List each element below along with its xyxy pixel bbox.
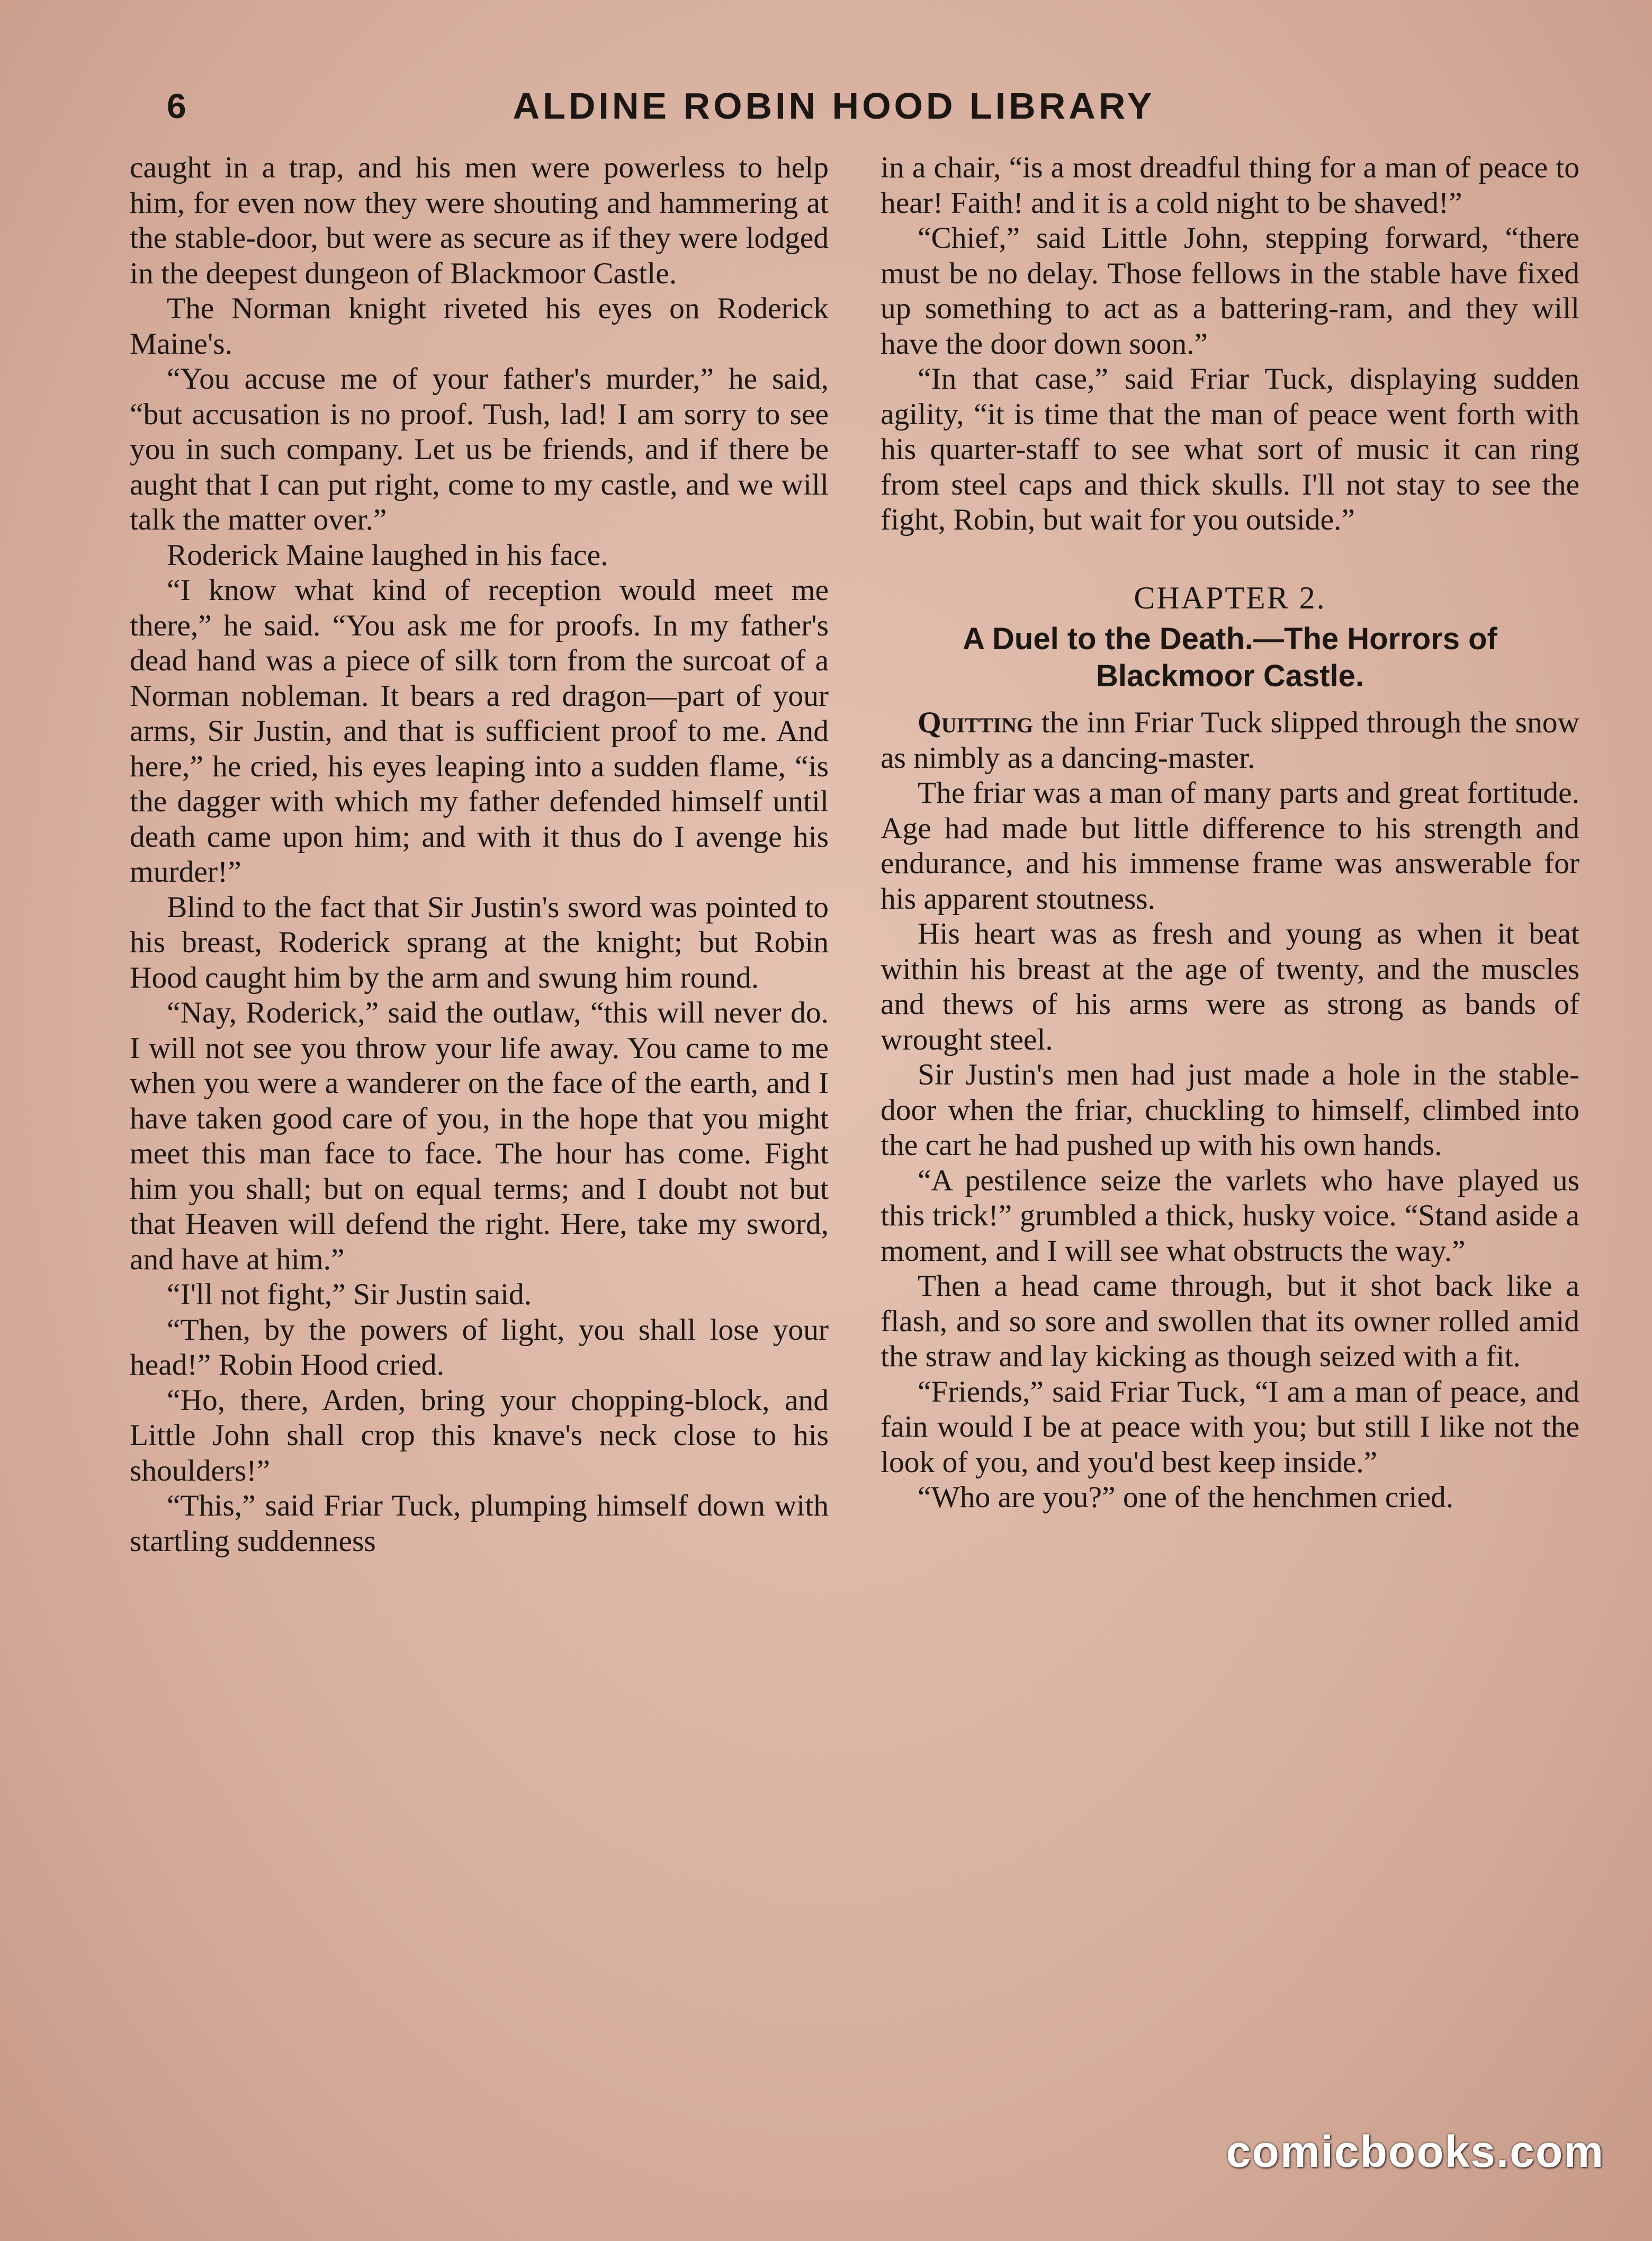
paragraph: “In that case,” said Friar Tuck, displaying sudden agility, “it is time that the man of peace went forth with his quarter-staff to see what sort of music it can ring from steel caps and thick skulls. I'll not stay to see the fight, Robin, but wait for you outside.” <box>881 362 1579 536</box>
paragraph: “Friends,” said Friar Tuck, “I am a man of peace, and fain would I be at peace with you; but still I like not the look of you, and you'd best keep inside.” <box>881 1375 1579 1479</box>
paragraph: “You accuse me of your father's murder,” he said, “but accusation is no proof. Tush, lad! I am sorry to see you in such company. Let us be friends, and if there be aught that I can put right, come to my castle, and we will talk the matter over.” <box>130 362 829 536</box>
left-column <box>130 150 829 1559</box>
paragraph: The Norman knight riveted his eyes on Roderick Maine's. <box>130 292 829 361</box>
paragraph: “Who are you?” one of the henchmen cried. <box>918 1481 1454 1514</box>
paragraph: caught in a trap, and his men were powerless to help him, for even now they were shouting and hammering at the stable-door, but were as secure as if they were lodged in the deepest dungeon of Blackmoor Castle. <box>130 151 829 290</box>
running-header <box>132 79 1536 138</box>
paragraph: Then a head came through, but it shot back like a flash, and so sore and swollen that its owner rolled amid the straw and lay kicking as though seized with a fit. <box>881 1269 1579 1373</box>
paragraph: Roderick Maine laughed in his face. <box>167 538 608 572</box>
watermark: comicbooks.com <box>1226 2127 1604 2176</box>
paragraph: “Nay, Roderick,” said the outlaw, “this will never do. I will not see you throw your life away. You came to me when you were a wanderer on the face of the earth, and I have taken good care of you, in the hope that you might meet this man face to face. The hour has come. Fight him you shall; but on equal terms; and I doubt not but that Heaven will defend the right. Here, take my sword, and have at him.” <box>130 996 829 1276</box>
chapter-number: CHAPTER 2. <box>1134 580 1326 615</box>
page-number: 6 <box>167 86 186 126</box>
right-column <box>881 150 1579 1516</box>
paragraph: “I know what kind of reception would meet me there,” he said. “You ask me for proofs. In my father's dead hand was a piece of silk torn from the surcoat of a Norman nobleman. It bears a red dragon—part of your arms, Sir Justin, and that is sufficient proof to me. And here,” he cried, his eyes leaping into a sudden flame, “is the dagger with which my father defended himself until death came upon him; and with it thus do I avenge his murder!” <box>130 573 829 889</box>
opening-text: the inn Friar Tuck slipped through the snow as nimbly as a dancing-master. <box>881 706 1579 775</box>
paragraph: “Chief,” said Little John, stepping forward, “there must be no delay. Those fellows in the stable have fixed up something to act as a battering-ram, and they will have the door down soon.” <box>881 221 1579 361</box>
chapter-title: A Duel to the Death.—The Horrors of Blackmoor Castle. <box>963 622 1497 693</box>
paragraph: “This,” said Friar Tuck, plumping himself down with startling suddenness <box>130 1489 829 1558</box>
paragraph: Blind to the fact that Sir Justin's sword was pointed to his breast, Roderick sprang at the knight; but Robin Hood caught him by the arm and swung him round. <box>130 890 829 994</box>
paragraph: The friar was a man of many parts and great fortitude. Age had made but little difference to his strength and endurance, and his immense frame was answerable for his apparent stoutness. <box>881 776 1579 916</box>
chapter-opening-paragraph <box>881 705 1579 776</box>
paragraph: in a chair, “is a most dreadful thing for a man of peace to hear! Faith! and it is a cold night to be shaved!” <box>881 151 1579 220</box>
paragraph: His heart was as fresh and young as when it beat within his breast at the age of twenty, and the muscles and thews of his arms were as strong as bands of wrought steel. <box>881 917 1579 1056</box>
paragraph: Sir Justin's men had just made a hole in the stable-door when the friar, chuckling to himself, climbed into the cart he had pushed up with his own hands. <box>881 1058 1579 1162</box>
paragraph: “Ho, there, Arden, bring your chopping-block, and Little John shall crop this knave's neck close to his shoulders!” <box>130 1383 829 1487</box>
paragraph: “Then, by the powers of light, you shall lose your head!” Robin Hood cried. <box>130 1313 829 1382</box>
opening-word: Quitting <box>918 706 1034 739</box>
paragraph: “I'll not fight,” Sir Justin said. <box>167 1278 532 1311</box>
paragraph: “A pestilence seize the varlets who have played us this trick!” grumbled a thick, husky voice. “Stand aside a moment, and I will see what obstructs the way.” <box>881 1163 1579 1268</box>
running-title: ALDINE ROBIN HOOD LIBRARY <box>513 85 1155 127</box>
